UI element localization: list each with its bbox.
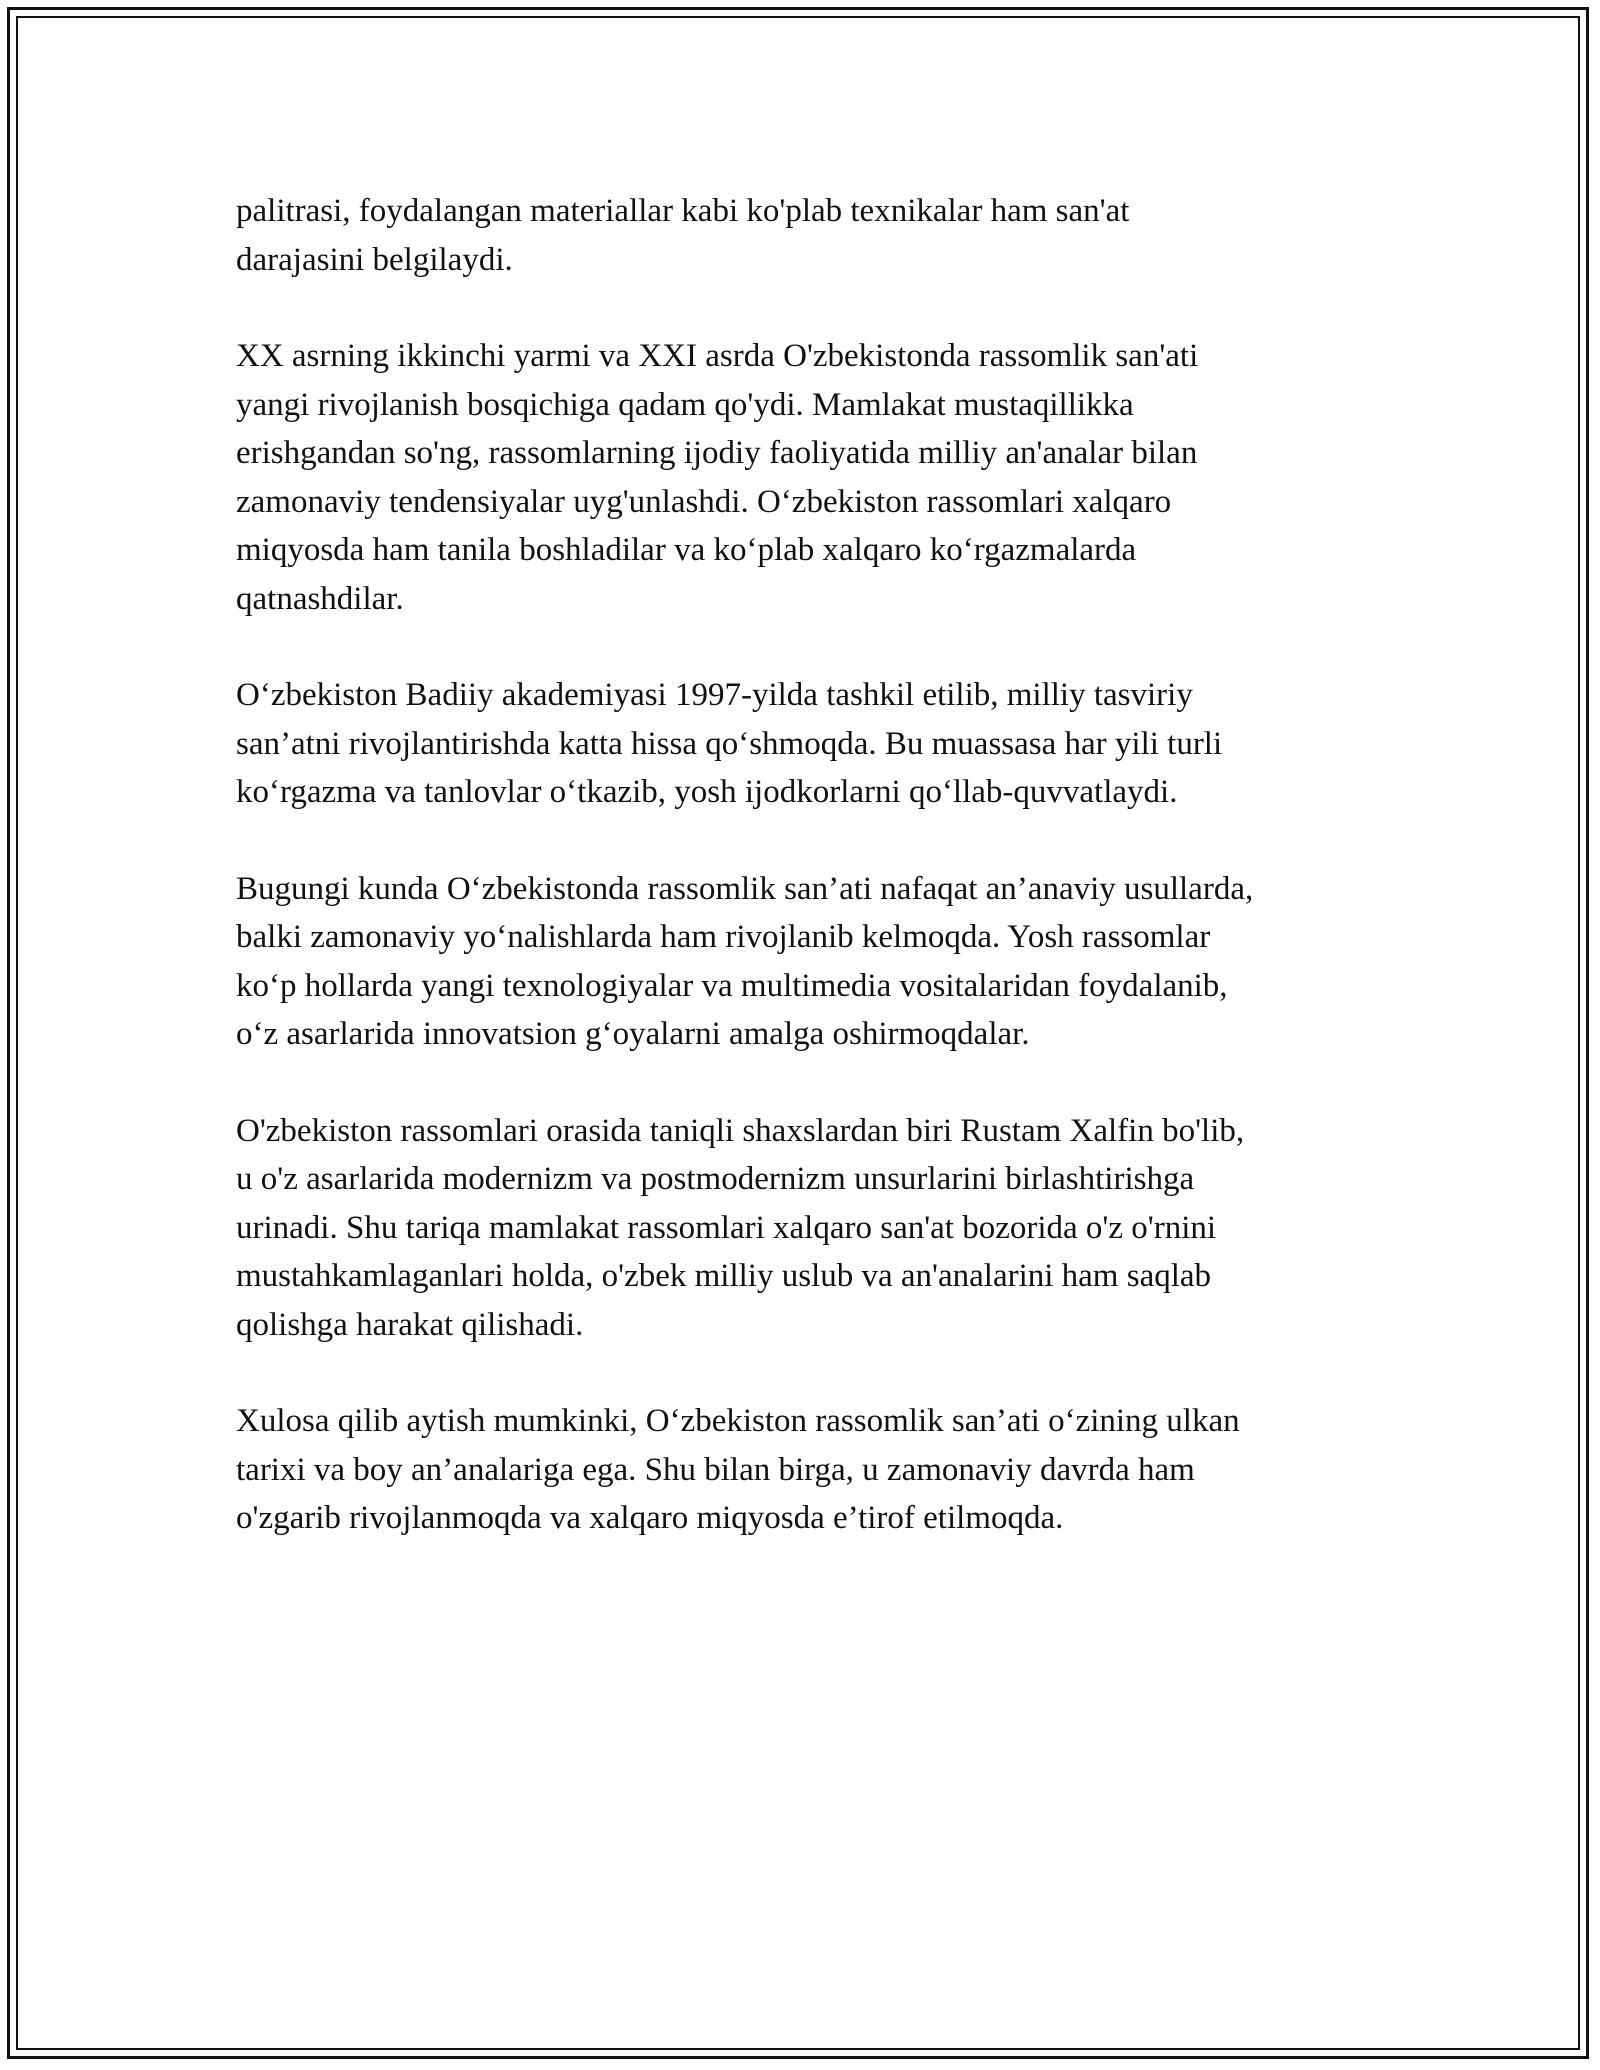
document-page-content: [236, 187, 1374, 1591]
paragraph-fine-arts-academy: O‘zbekiston Badiiy akademiyasi 1997-yilda tashkil etilib, milliy tasviriy san’atni rivojlantirishda katta hissa qo‘shmoqda. Bu muassasa har yili turli ko‘rgazma va tanlovlar o‘tkazib, yosh ijodkorlarni qo‘llab-quvvatlaydi.: [236, 677, 1223, 810]
paragraph-20th-21st-century-development: XX asrning ikkinchi yarmi va XXI asrda O'zbekistonda rassomlik san'ati yangi rivojlanish bosqichiga qadam qo'ydi. Mamlakat mustaqillikka erishgandan so'ng, rassomlarning ijodiy faoliyatida milliy an'analar bilan zamonaviy tendensiyalar uyg'unlashdi. O‘zbekiston rassomlari xalqaro miqyosda ham tanila boshladilar va ko‘plab xalqaro ko‘rgazmalarda qatnashdilar.: [236, 338, 1199, 617]
paragraph-conclusion: Xulosa qilib aytish mumkinki, O‘zbekiston rassomlik san’ati o‘zining ulkan tarixi va boy an’analariga ega. Shu bilan birga, u zamonaviy davrda ham o'zgarib rivojlanmoqda va xalqaro miqyosda e’tirof etilmoqda.: [236, 1403, 1240, 1536]
paragraph-modern-directions: Bugungi kunda O‘zbekistonda rassomlik san’ati nafaqat an’anaviy usullarda, balki zamonaviy yo‘nalishlarda ham rivojlanib kelmoqda. Yosh rassomlar ko‘p hollarda yangi texnologiyalar va multimedia vositalaridan foydalanib, o‘z asarlarida innovatsion g‘oyalarni amalga oshirmoqdalar.: [236, 870, 1254, 1052]
paragraph-rustam-xalfin: O'zbekiston rassomlari orasida taniqli shaxslardan biri Rustam Xalfin bo'lib, u o'z asarlarida modernizm va postmodernizm unsurlarini birlashtirishga urinadi. Shu tariqa mamlakat rassomlari xalqaro san'at bozorida o'z o'rnini mustahkamlaganlari holda, o'zbek milliy uslub va an'analarini ham saqlab qolishga harakat qilishadi.: [236, 1112, 1245, 1343]
paragraph-palette-techniques: palitrasi, foydalangan materiallar kabi ko'plab texnikalar ham san'at darajasini belgilaydi.: [236, 193, 1130, 278]
